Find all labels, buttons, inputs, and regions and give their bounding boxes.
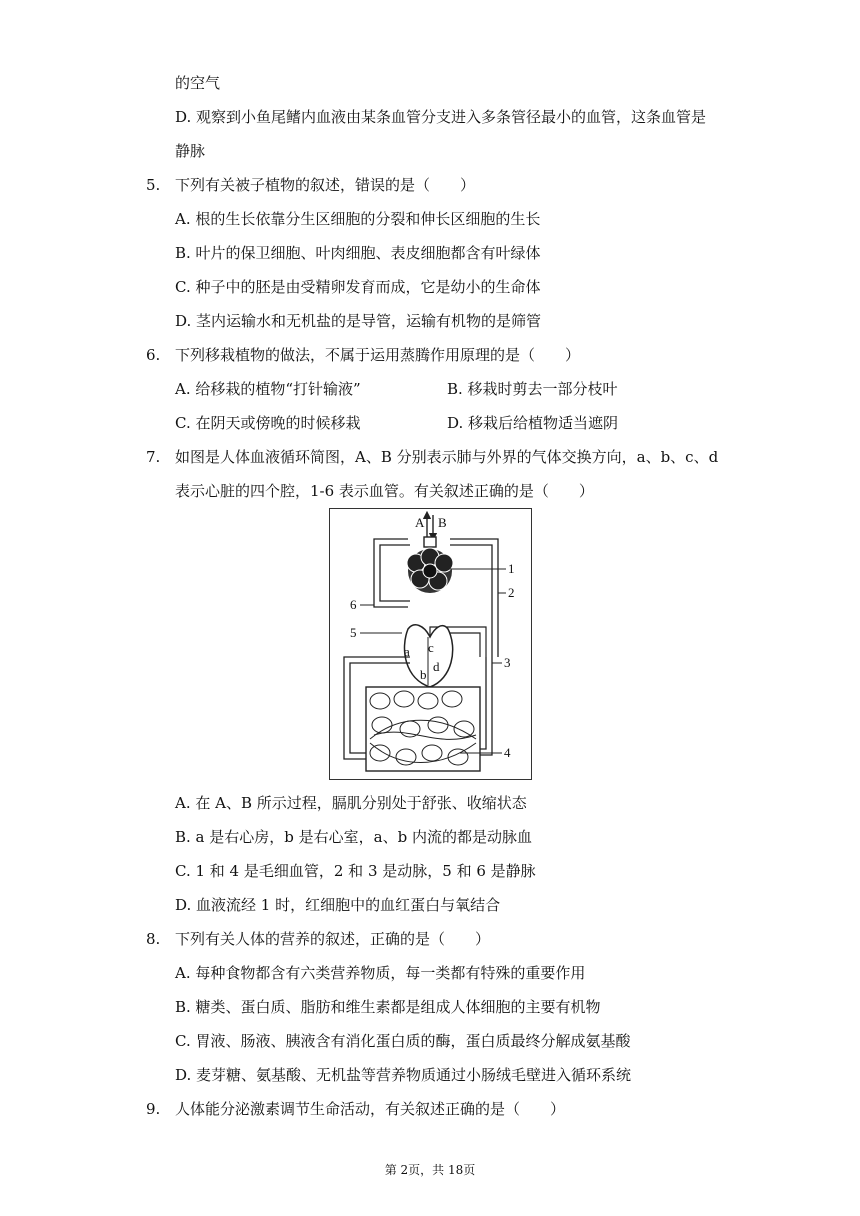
label-A: A xyxy=(415,515,425,530)
q6-stem: 下列移栽植物的做法，不属于运用蒸腾作用原理的是（ ） xyxy=(175,346,581,364)
q6-option-b: B. 移栽时剪去一部分枝叶 xyxy=(447,380,618,398)
label-5: 5 xyxy=(350,625,357,640)
q4-option-c-continuation: 的空气 xyxy=(175,74,221,92)
circulation-diagram xyxy=(330,509,530,778)
q7-number: 7. xyxy=(146,448,161,466)
q8-option-b: B. 糖类、蛋白质、脂肪和维生素都是组成人体细胞的主要有机物 xyxy=(175,998,601,1016)
label-1: 1 xyxy=(508,561,515,576)
label-6: 6 xyxy=(350,597,357,612)
q6-number: 6. xyxy=(146,346,161,364)
q8-option-a: A. 每种食物都含有六类营养物质，每一类都有特殊的重要作用 xyxy=(175,964,586,982)
tissue-cells xyxy=(366,687,480,771)
q7-option-d: D. 血液流经 1 时，红细胞中的血红蛋白与氧结合 xyxy=(175,896,501,914)
q5-number: 5. xyxy=(146,176,161,194)
q5-option-a: A. 根的生长依靠分生区细胞的分裂和伸长区细胞的生长 xyxy=(175,210,541,228)
q8-stem: 下列有关人体的营养的叙述，正确的是（ ） xyxy=(175,930,491,948)
heart xyxy=(404,625,452,687)
q6-option-c: C. 在阴天或傍晚的时候移栽 xyxy=(175,414,361,432)
page-footer: 第 2页，共 18页 xyxy=(384,1163,476,1177)
q6-option-a: A. 给移栽的植物“打针输液” xyxy=(175,380,361,398)
q9-stem: 人体能分泌激素调节生命活动，有关叙述正确的是（ ） xyxy=(175,1100,566,1118)
blood-circulation-figure xyxy=(329,508,532,780)
label-B: B xyxy=(438,515,447,530)
label-c: c xyxy=(428,640,434,655)
q8-option-c: C. 胃液、肠液、胰液含有消化蛋白质的酶，蛋白质最终分解成氨基酸 xyxy=(175,1032,631,1050)
lung-alveoli xyxy=(407,548,453,593)
label-a: a xyxy=(404,644,410,659)
q7-stem-line1: 如图是人体血液循环简图，A、B 分别表示肺与外界的气体交换方向，a、b、c、d xyxy=(175,448,719,466)
q7-option-b: B. a 是右心房，b 是右心室，a、b 内流的都是动脉血 xyxy=(175,828,532,846)
q4-option-d-line2: 静脉 xyxy=(175,142,206,160)
label-b: b xyxy=(420,667,427,682)
q9-number: 9. xyxy=(146,1100,161,1118)
q7-stem-line2: 表示心脏的四个腔，1-6 表示血管。有关叙述正确的是（ ） xyxy=(175,482,594,500)
label-4: 4 xyxy=(504,745,511,760)
q4-option-d-line1: D. 观察到小鱼尾鳍内血液由某条血管分支进入多条管径最小的血管，这条血管是 xyxy=(175,108,707,126)
vessel-3 xyxy=(480,657,486,749)
q5-option-c: C. 种子中的胚是由受精卵发育而成，它是幼小的生命体 xyxy=(175,278,541,296)
label-2: 2 xyxy=(508,585,515,600)
q7-option-a: A. 在 A、B 所示过程，膈肌分别处于舒张、收缩状态 xyxy=(175,794,527,812)
q5-option-b: B. 叶片的保卫细胞、叶肉细胞、表皮细胞都含有叶绿体 xyxy=(175,244,541,262)
label-d: d xyxy=(433,659,440,674)
vessel-2 xyxy=(450,539,498,657)
trachea xyxy=(424,537,436,547)
q8-option-d: D. 麦芽糖、氨基酸、无机盐等营养物质通过小肠绒毛壁进入循环系统 xyxy=(175,1066,632,1084)
vessel-6 xyxy=(374,539,408,607)
q7-option-c: C. 1 和 4 是毛细血管，2 和 3 是动脉，5 和 6 是静脉 xyxy=(175,862,536,880)
label-3: 3 xyxy=(504,655,511,670)
q5-option-d: D. 茎内运输水和无机盐的是导管，运输有机物的是筛管 xyxy=(175,312,542,330)
q5-stem: 下列有关被子植物的叙述，错误的是（ ） xyxy=(175,176,476,194)
q6-option-d: D. 移栽后给植物适当遮阴 xyxy=(447,414,619,432)
q8-number: 8. xyxy=(146,930,161,948)
